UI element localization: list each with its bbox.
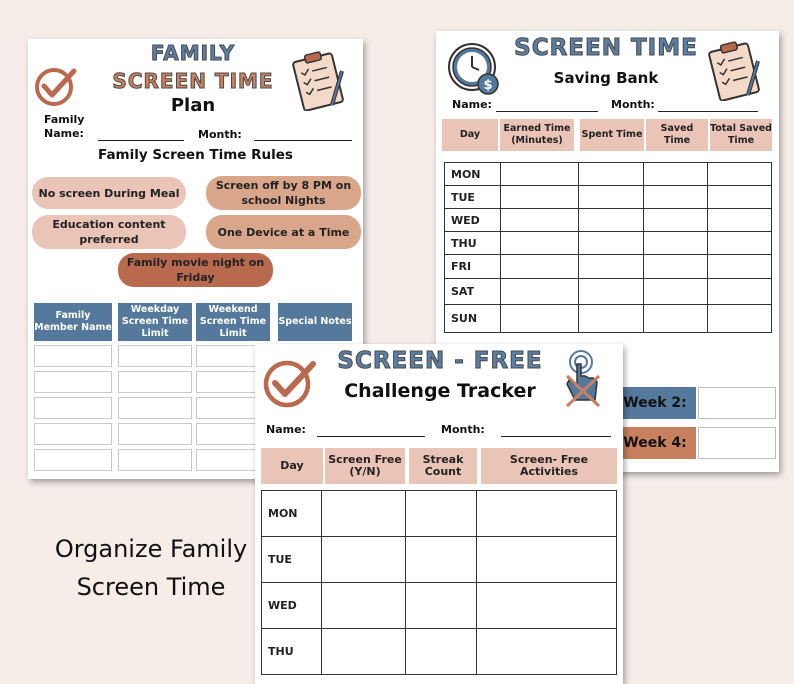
plan-entry-cell[interactable] <box>34 449 112 471</box>
tracker-entry-cell[interactable] <box>477 491 617 537</box>
bank-col-header: Saved Time <box>646 119 708 151</box>
bank-entry-cell[interactable] <box>708 209 772 232</box>
bank-entry-cell[interactable] <box>708 163 772 186</box>
bank-entry-cell[interactable] <box>708 279 772 305</box>
bank-name-line[interactable] <box>496 111 598 112</box>
svg-text:$: $ <box>483 78 493 93</box>
rule-pill: Family movie night on Friday <box>118 253 273 287</box>
tracker-entry-cell[interactable] <box>405 537 477 583</box>
tracker-table-row <box>262 629 617 675</box>
bank-entry-cell[interactable] <box>708 305 772 333</box>
tracker-entry-cell[interactable] <box>321 491 405 537</box>
plan-col-header: Family Member Name <box>34 303 112 341</box>
plan-month-line[interactable] <box>254 140 352 141</box>
plan-name-line[interactable] <box>98 140 184 141</box>
bank-entry-cell[interactable] <box>500 232 578 255</box>
plan-entry-cell[interactable] <box>118 345 192 367</box>
tracker-name-label: Name: <box>266 423 306 436</box>
bank-col-header: Day <box>442 119 498 151</box>
tracker-name-line[interactable] <box>317 436 425 437</box>
plan-entry-cell[interactable] <box>34 371 112 393</box>
bank-month-label: Month: <box>611 98 655 111</box>
bank-entry-cell[interactable] <box>644 255 708 279</box>
bank-table <box>444 162 772 333</box>
tracker-entry-cell[interactable] <box>405 583 477 629</box>
bank-col-header: Earned Time (Minutes) <box>500 119 574 151</box>
bank-table-row <box>445 209 772 232</box>
day-label: SAT <box>445 279 501 305</box>
bank-entry-cell[interactable] <box>644 186 708 209</box>
tracker-sheet <box>255 344 623 684</box>
bank-entry-cell[interactable] <box>500 255 578 279</box>
tracker-entry-cell[interactable] <box>321 537 405 583</box>
tracker-table-row <box>262 537 617 583</box>
bank-table-row <box>445 232 772 255</box>
plan-title-screen-time: SCREEN TIME <box>112 69 274 93</box>
tracker-month-line[interactable] <box>501 436 611 437</box>
plan-rules-heading: Family Screen Time Rules <box>98 147 293 163</box>
checkmark-circle-icon <box>261 356 319 412</box>
bank-entry-cell[interactable] <box>644 279 708 305</box>
bank-col-header: Spent Time <box>580 119 644 151</box>
bank-month-line[interactable] <box>658 111 758 112</box>
plan-title-plan: Plan <box>170 95 216 116</box>
week-4-input[interactable] <box>698 427 776 459</box>
tracker-entry-cell[interactable] <box>477 583 617 629</box>
rule-pill: Screen off by 8 PM on school Nights <box>206 176 361 210</box>
bank-col-header: Total Saved Time <box>710 119 772 151</box>
plan-entry-cell[interactable] <box>34 345 112 367</box>
plan-col-header: Weekday Screen Time Limit <box>118 303 192 341</box>
bank-title-screen-time: SCREEN TIME <box>514 35 698 61</box>
tracker-table-row <box>262 583 617 629</box>
week-4-label: Week 4: <box>614 427 696 459</box>
week-2-label: Week 2: <box>614 387 696 419</box>
bank-entry-cell[interactable] <box>578 255 644 279</box>
day-label: THU <box>262 629 322 675</box>
plan-col-header: Weekend Screen Time Limit <box>196 303 270 341</box>
bank-entry-cell[interactable] <box>578 279 644 305</box>
tracker-month-label: Month: <box>441 423 485 436</box>
bank-entry-cell[interactable] <box>644 232 708 255</box>
plan-title-family: FAMILY <box>150 41 236 65</box>
plan-entry-cell[interactable] <box>118 423 192 445</box>
bank-entry-cell[interactable] <box>708 232 772 255</box>
tracker-title-challenge: Challenge Tracker <box>344 380 536 402</box>
tracker-entry-cell[interactable] <box>477 537 617 583</box>
plan-month-label: Month: <box>198 128 242 141</box>
bank-table-row <box>445 163 772 186</box>
tracker-title-screen-free: SCREEN - FREE <box>337 348 543 374</box>
clipboard-checklist-icon <box>708 39 766 105</box>
tracker-col-header: Screen Free (Y/N) <box>325 448 405 484</box>
plan-entry-cell[interactable] <box>118 397 192 419</box>
plan-entry-cell[interactable] <box>34 397 112 419</box>
bank-entry-cell[interactable] <box>500 186 578 209</box>
clipboard-checklist-icon <box>292 49 350 115</box>
bank-table-row <box>445 255 772 279</box>
day-label: SUN <box>445 305 501 333</box>
tracker-entry-cell[interactable] <box>405 491 477 537</box>
bank-entry-cell[interactable] <box>708 186 772 209</box>
bank-table-row <box>445 305 772 333</box>
bank-entry-cell[interactable] <box>578 163 644 186</box>
bank-entry-cell[interactable] <box>644 305 708 333</box>
plan-col-header: Special Notes <box>278 303 352 341</box>
plan-name-label: Family Name: <box>44 113 85 140</box>
tracker-col-header: Day <box>261 448 323 484</box>
day-label: MON <box>262 491 322 537</box>
caption: Organize Family Screen Time <box>54 535 248 601</box>
tracker-table-row <box>262 491 617 537</box>
tracker-entry-cell[interactable] <box>405 629 477 675</box>
week-2-input[interactable] <box>698 387 776 419</box>
bank-table-row <box>445 279 772 305</box>
day-label: MON <box>445 163 501 186</box>
tracker-entry-cell[interactable] <box>321 583 405 629</box>
plan-entry-cell[interactable] <box>118 449 192 471</box>
day-label: TUE <box>445 186 501 209</box>
tracker-entry-cell[interactable] <box>477 629 617 675</box>
day-label: WED <box>262 583 322 629</box>
bank-entry-cell[interactable] <box>500 163 578 186</box>
day-label: THU <box>445 232 501 255</box>
bank-entry-cell[interactable] <box>500 305 578 333</box>
tracker-col-header: Streak Count <box>409 448 477 484</box>
tracker-entry-cell[interactable] <box>321 629 405 675</box>
day-label: WED <box>445 209 501 232</box>
bank-entry-cell[interactable] <box>578 186 644 209</box>
clock-coin-icon <box>446 41 502 101</box>
plan-entry-cell[interactable] <box>118 371 192 393</box>
bank-entry-cell[interactable] <box>578 305 644 333</box>
checkmark-circle-icon <box>34 65 78 111</box>
bank-title-saving-bank: Saving Bank <box>553 69 659 87</box>
bank-entry-cell[interactable] <box>578 232 644 255</box>
bank-name-label: Name: <box>452 98 492 111</box>
day-label: FRI <box>445 255 501 279</box>
day-label: TUE <box>262 537 322 583</box>
bank-entry-cell[interactable] <box>500 209 578 232</box>
tracker-col-header: Screen- Free Activities <box>481 448 617 484</box>
rule-pill: Education content preferred <box>32 215 186 249</box>
rule-pill: No screen During Meal <box>32 177 186 209</box>
plan-entry-cell[interactable] <box>34 423 112 445</box>
bank-entry-cell[interactable] <box>644 163 708 186</box>
bank-entry-cell[interactable] <box>500 279 578 305</box>
bank-table-row <box>445 186 772 209</box>
bank-entry-cell[interactable] <box>578 209 644 232</box>
hand-touch-no-icon <box>559 348 603 414</box>
bank-entry-cell[interactable] <box>708 255 772 279</box>
rule-pill: One Device at a Time <box>206 215 361 249</box>
tracker-table <box>261 490 617 675</box>
bank-entry-cell[interactable] <box>644 209 708 232</box>
